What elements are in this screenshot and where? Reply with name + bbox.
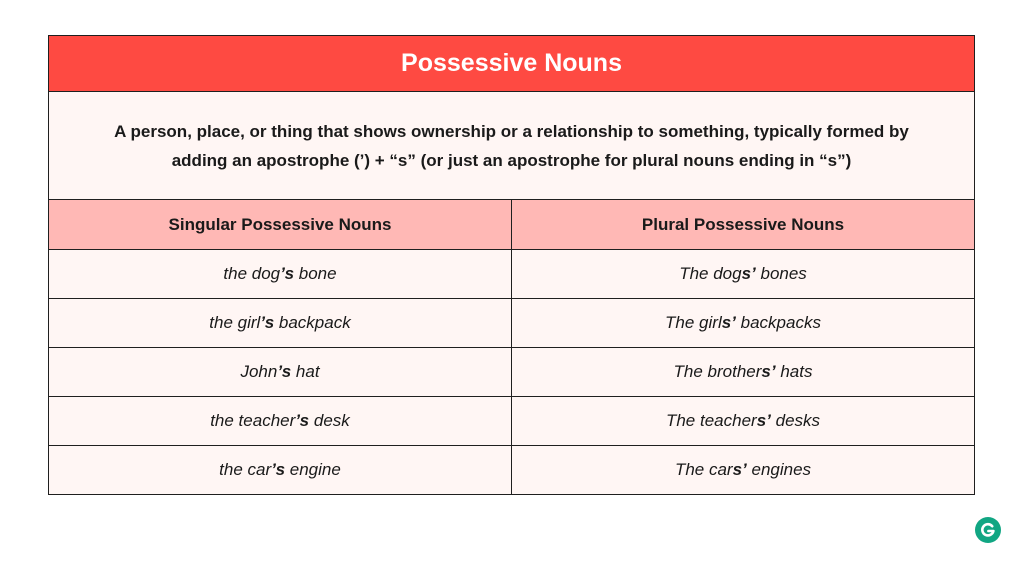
singular-example: the girl ’s backpack [49, 299, 512, 347]
table-row [49, 348, 974, 397]
plural-example: The dog s’ bones [679, 264, 807, 283]
definition-text: A person, place, or thing that shows ownership or a relationship to something, typically formed by adding an apostrophe (’) + “s” (or just an apostrophe for plural nouns ending in “s”) [49, 92, 974, 200]
table-row [49, 299, 974, 348]
table-row [49, 250, 974, 299]
table-title: Possessive Nouns [49, 36, 974, 92]
plural-example: The brother s’ hats [673, 362, 813, 381]
possessive-nouns-table [48, 35, 975, 495]
table-row [49, 397, 974, 446]
singular-example: the car ’s engine [49, 446, 512, 494]
singular-example: John ’s hat [49, 348, 512, 396]
singular-example: the teacher ’s desk [49, 397, 512, 445]
column-header-singular: Singular Possessive Nouns [49, 200, 512, 249]
grammarly-logo-icon [975, 517, 1001, 543]
plural-example: The teacher s’ desks [665, 411, 821, 430]
plural-example: The car s’ engines [674, 460, 812, 479]
column-header-plural: Plural Possessive Nouns [641, 214, 845, 234]
table-row [49, 446, 974, 494]
plural-example: The girl s’ backpacks [665, 313, 821, 332]
singular-example: the dog ’s bone [49, 250, 512, 298]
table-header-row [49, 200, 974, 250]
